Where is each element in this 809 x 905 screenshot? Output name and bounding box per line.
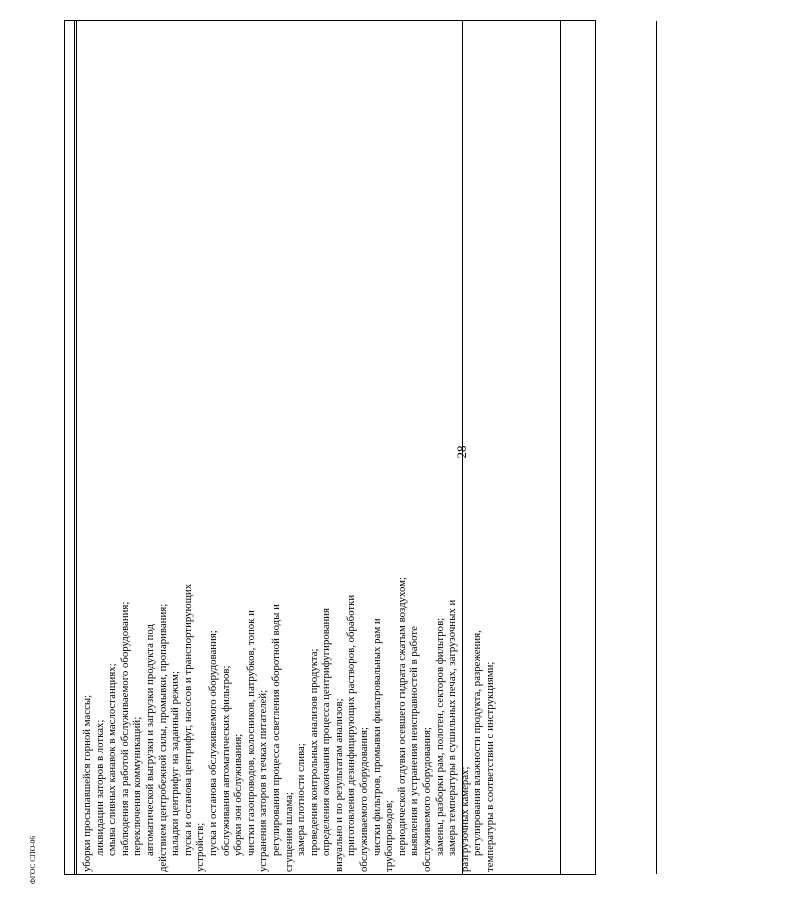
task-line: уборки просыпавшейся горной массы; — [81, 694, 93, 872]
task-line: обслуживаемого оборудования; — [358, 726, 371, 872]
table-cell-tasks — [77, 21, 496, 874]
task-line: устранения заторов в течках питателей; — [257, 689, 270, 872]
task-line: трубопроводов; — [383, 800, 396, 872]
table-cell-index — [463, 21, 561, 874]
task-line: температуры в соответствии с инструкциями; — [484, 661, 496, 872]
task-line: приготовления дезинфицирующих растворов, обработки — [345, 594, 358, 856]
task-line: пуска и останова центрифуг, насосов и транспортирующих — [181, 583, 194, 856]
competency-table — [64, 20, 596, 875]
task-line: определения окончания процесса центрифугирования — [320, 607, 333, 856]
task-line: периодической отдувки осевшего гидрата сжатым воздухом; — [395, 577, 408, 856]
task-line: наладки центрифуг на заданный режим; — [169, 671, 182, 856]
task-line: ликвидации заторов в лотках; — [93, 719, 106, 856]
task-line: регулирования влажности продукта, разрежения, — [471, 630, 484, 856]
task-line: регулирования процесса осветления оборотной воды и — [269, 604, 282, 856]
document-code: ФГОС СПО-06 — [28, 835, 37, 885]
task-line: чистки фильтров, промывки фильтровальных рам и — [370, 618, 383, 856]
table-cell-codes — [657, 21, 809, 874]
table-cell-hours — [561, 21, 657, 874]
task-line: обслуживания автоматических фильтров; — [219, 665, 232, 856]
task-line: смыва сливных канавок в маслостанциях; — [106, 663, 119, 856]
task-line: уборки зон обслуживания; — [232, 733, 245, 856]
task-line: обслуживаемого оборудования; — [421, 726, 434, 872]
task-list — [77, 21, 497, 874]
task-line: визуально и по результатам анализов; — [332, 698, 345, 872]
task-line: наблюдения за работой обслуживаемого оборудования; — [118, 601, 131, 856]
task-line: проведения контрольных анализов продукта; — [307, 648, 320, 856]
task-line: автоматической выгрузки и загрузки продукта под — [143, 623, 156, 856]
task-line: разгрузочных камерах; — [458, 766, 471, 872]
page-number: 28 — [454, 445, 469, 459]
task-line: замера плотности слива; — [295, 743, 308, 856]
task-line: замера температуры в сушильных печах, загрузочных и — [446, 599, 459, 856]
table-cell-left-edge — [65, 21, 75, 874]
task-line: пуска и останова обслуживаемого оборудования; — [206, 630, 219, 856]
task-line: действием центробежной силы, промывки, пропаривания; — [156, 603, 169, 872]
task-line: устройств; — [194, 822, 207, 872]
task-line: сгущения шлама; — [282, 792, 295, 872]
task-line: замены, разборки рам, полотен, секторов фильтров; — [433, 617, 446, 856]
task-line: чистки газопроводов, колосников, патрубков, топок и — [244, 610, 257, 856]
task-line: выявления и устранения неисправностей в работе — [408, 626, 421, 856]
task-line: переключения коммуникаций; — [131, 716, 144, 856]
